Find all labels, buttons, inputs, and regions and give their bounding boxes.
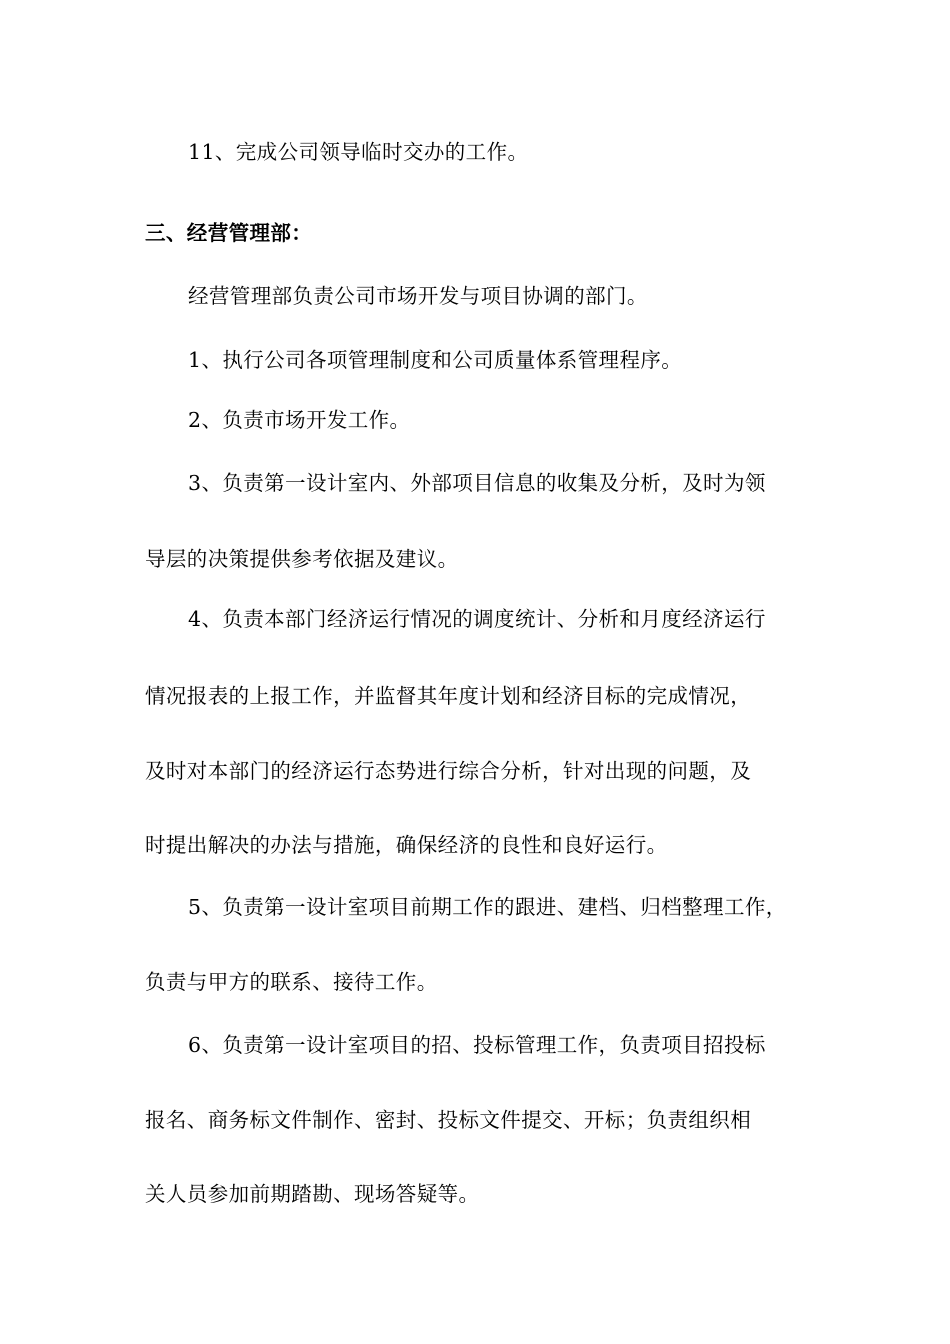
item-6-line-2: 报名、商务标文件制作、密封、投标文件提交、开标；负责组织相	[145, 1108, 752, 1132]
item-5-line-2: 负责与甲方的联系、接待工作。	[145, 970, 438, 994]
item-6-line-3: 关人员参加前期踏勘、现场答疑等。	[145, 1182, 480, 1206]
item-1-text: 1、执行公司各项管理制度和公司质量体系管理程序。	[188, 348, 683, 372]
item-6-line-1: 6、负责第一设计室项目的招、投标管理工作，负责项目招投标	[188, 1033, 766, 1057]
section-intro: 经营管理部负责公司市场开发与项目协调的部门。	[188, 284, 648, 308]
item-11-text: 11、完成公司领导临时交办的工作。	[188, 140, 529, 164]
item-3-line-2: 导层的决策提供参考依据及建议。	[145, 547, 459, 571]
item-2-text: 2、负责市场开发工作。	[188, 408, 411, 432]
item-4-line-4: 时提出解决的办法与措施，确保经济的良性和良好运行。	[145, 833, 668, 857]
section-heading: 三、经营管理部：	[145, 221, 313, 245]
item-4-line-1: 4、负责本部门经济运行情况的调度统计、分析和月度经济运行	[188, 607, 766, 631]
item-4-line-2: 情况报表的上报工作，并监督其年度计划和经济目标的完成情况，	[145, 684, 752, 708]
item-3-line-1: 3、负责第一设计室内、外部项目信息的收集及分析，及时为领	[188, 471, 766, 495]
item-4-line-3: 及时对本部门的经济运行态势进行综合分析，针对出现的问题，及	[145, 759, 752, 783]
item-5-line-1: 5、负责第一设计室项目前期工作的跟进、建档、归档整理工作，	[188, 895, 787, 919]
